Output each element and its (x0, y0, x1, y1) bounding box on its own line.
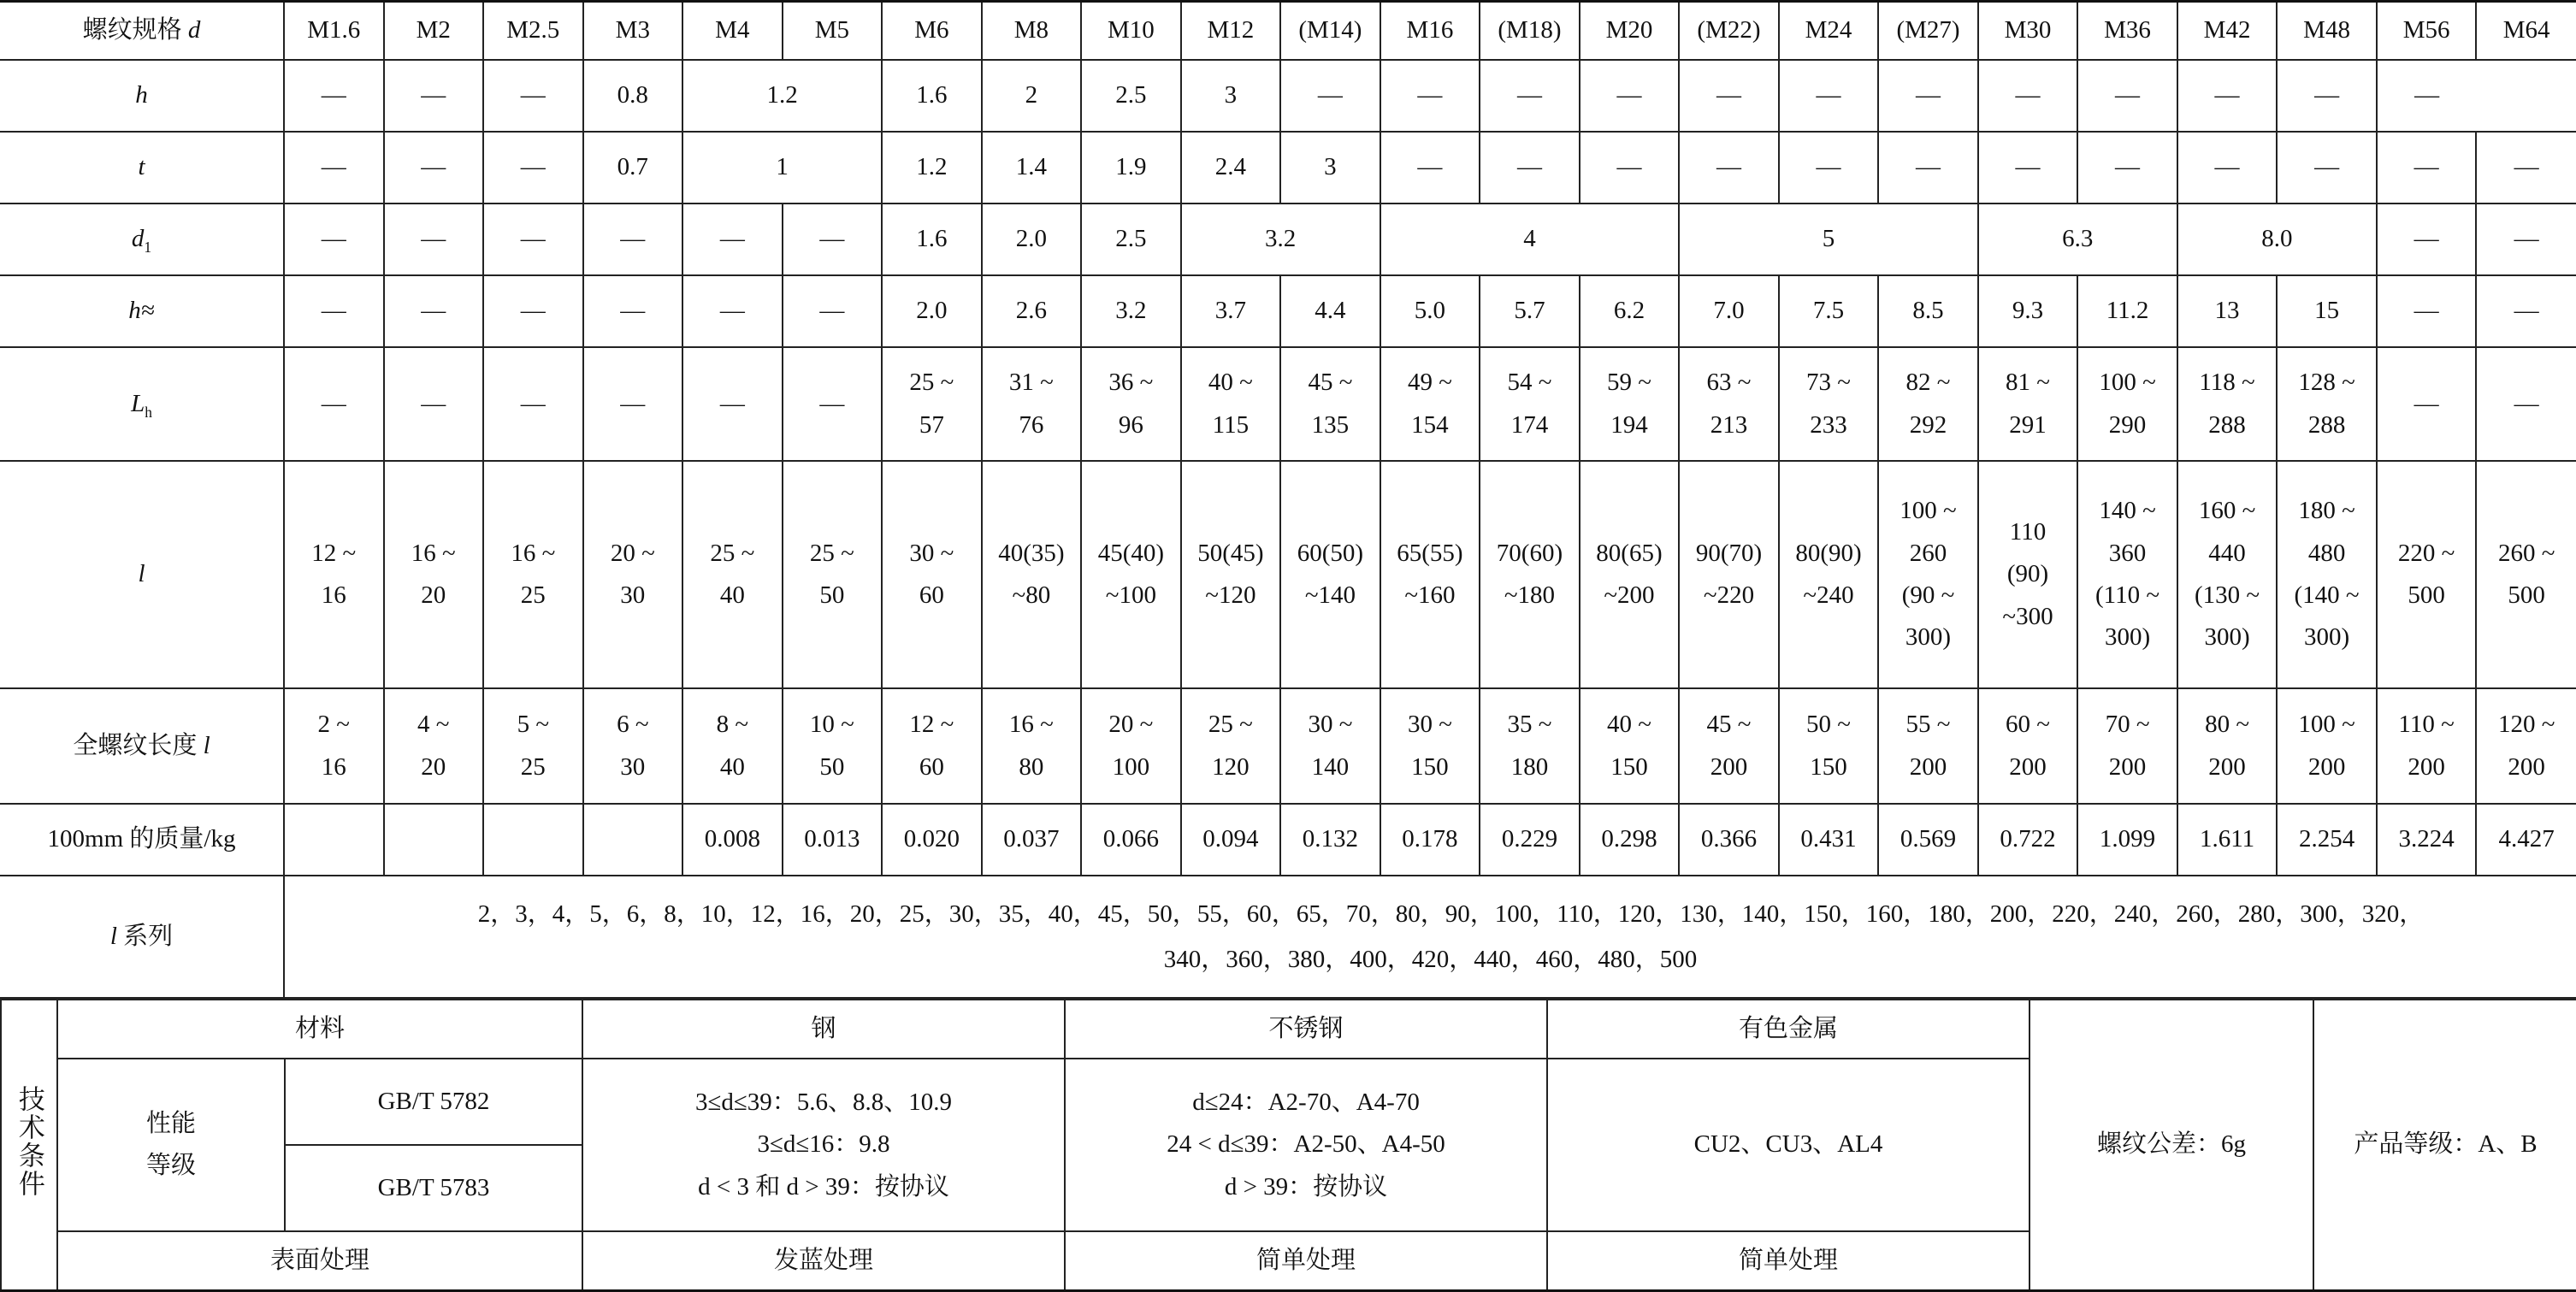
performance-label-line1: 性能 (145, 1109, 196, 1137)
technical-conditions-table (0, 999, 2576, 1292)
size-header-cell: M48 (2277, 2, 2377, 61)
l-series-line: 340，360，380，400，420，440，460，480，500 (1163, 945, 1698, 973)
value-cell: — (483, 60, 583, 132)
value-cell: 80 ~ 200 (2177, 688, 2278, 804)
value-cell: 13 (2177, 275, 2278, 347)
value-cell: 3.2 (1081, 275, 1181, 347)
value-cell: 220 ~ 500 (2377, 461, 2477, 688)
value-cell: 2.5 (1081, 60, 1181, 132)
value-cell: 100 ~ 290 (2077, 347, 2177, 461)
row-label-d1 (0, 204, 284, 275)
row-label-text: d (131, 225, 145, 253)
value-cell: 16 ~ 80 (982, 688, 1082, 804)
row-label-text: h≈ (128, 297, 155, 325)
value-cell: — (682, 204, 783, 275)
size-header-cell: M2 (384, 2, 484, 61)
value-cell: — (1480, 132, 1580, 204)
row-label-full_thread (0, 688, 284, 804)
value-cell: — (2077, 60, 2177, 132)
value-cell: 5 ~ 25 (483, 688, 583, 804)
steel-surface-treatment: 发蓝处理 (582, 1231, 1065, 1291)
l-series-text: 系列 (123, 922, 174, 950)
stainless-surface-treatment: 简单处理 (1065, 1231, 1547, 1291)
nonferrous-grades: CU2、CU3、AL4 (1547, 1059, 2029, 1231)
value-cell: 12 ~ 16 (284, 461, 384, 688)
value-cell: 45 ~ 135 (1280, 347, 1380, 461)
value-cell: 8.5 (1878, 275, 1978, 347)
value-cell: 2.5 (1081, 204, 1181, 275)
row-label-l (0, 461, 284, 688)
row-label-text: 全螺纹长度 (73, 731, 198, 759)
value-cell (483, 804, 583, 876)
value-cell: — (284, 204, 384, 275)
value-cell: 1.2 (882, 132, 982, 204)
value-cell: 2 ~ 16 (284, 688, 384, 804)
value-cell: — (583, 275, 683, 347)
value-cell: 30 ~ 140 (1280, 688, 1380, 804)
value-cell: — (1978, 60, 2078, 132)
size-header-cell: (M22) (1679, 2, 1779, 61)
surface-treatment-label: 表面处理 (57, 1231, 582, 1291)
standard-gbt5782: GB/T 5782 (285, 1059, 582, 1145)
value-cell: 49 ~ 154 (1380, 347, 1480, 461)
l-series-var: l (109, 922, 117, 950)
value-cell (583, 804, 683, 876)
value-cell: — (1878, 132, 1978, 204)
stainless-grade-line: d≤24：A2-70、A4-70 (1192, 1088, 1420, 1117)
value-cell: — (2377, 275, 2477, 347)
value-cell: — (2377, 60, 2477, 132)
value-cell: — (1580, 132, 1680, 204)
value-cell: — (1878, 60, 1978, 132)
value-cell: 6 ~ 30 (583, 688, 683, 804)
steel-label: 钢 (582, 1000, 1065, 1059)
row-label-text: h (135, 81, 148, 109)
value-cell: 16 ~ 25 (483, 461, 583, 688)
value-cell: — (1580, 60, 1680, 132)
value-cell: 1.2 (682, 60, 882, 132)
value-cell: — (1679, 132, 1779, 204)
value-cell: 45(40) ~100 (1081, 461, 1181, 688)
value-cell: — (1779, 60, 1879, 132)
value-cell: 82 ~ 292 (1878, 347, 1978, 461)
value-cell: — (583, 204, 683, 275)
value-cell: 3.2 (1181, 204, 1380, 275)
value-cell: 4 (1380, 204, 1680, 275)
size-header-cell: M30 (1978, 2, 2078, 61)
value-cell: 9.3 (1978, 275, 2078, 347)
standard-gbt5783: GB/T 5783 (285, 1145, 582, 1231)
value-cell: — (384, 60, 484, 132)
value-cell: 120 ~ 200 (2476, 688, 2576, 804)
size-header-cell: M12 (1181, 2, 1281, 61)
value-cell: 0.431 (1779, 804, 1879, 876)
value-cell: — (1480, 60, 1580, 132)
value-cell: 2.4 (1181, 132, 1281, 204)
steel-grade-line: 3≤d≤16：9.8 (757, 1130, 890, 1159)
value-cell: 160 ~ 440 (130 ~ 300) (2177, 461, 2278, 688)
value-cell: — (783, 347, 883, 461)
value-cell: 0.008 (682, 804, 783, 876)
size-label-var: d (187, 16, 201, 44)
value-cell: — (1779, 132, 1879, 204)
value-cell: 40 ~ 115 (1181, 347, 1281, 461)
row-label-mass (0, 804, 284, 876)
value-cell: 7.5 (1779, 275, 1879, 347)
stainless-grade-line: 24 < d≤39：A2-50、A4-50 (1167, 1130, 1445, 1159)
value-cell: — (284, 347, 384, 461)
value-cell: — (1380, 132, 1480, 204)
stainless-grades (1065, 1059, 1547, 1231)
value-cell: 25 ~ 40 (682, 461, 783, 688)
nonferrous-label: 有色金属 (1547, 1000, 2029, 1059)
value-cell (284, 804, 384, 876)
value-cell: — (1280, 60, 1380, 132)
value-cell: 0.298 (1580, 804, 1680, 876)
value-cell: — (483, 204, 583, 275)
value-cell: 80(65) ~200 (1580, 461, 1680, 688)
size-header-cell: (M14) (1280, 2, 1380, 61)
size-header-cell: (M18) (1480, 2, 1580, 61)
value-cell: 1.611 (2177, 804, 2278, 876)
value-cell: 0.569 (1878, 804, 1978, 876)
value-cell: 0.037 (982, 804, 1082, 876)
row-label-text: 100mm 的质量/kg (47, 825, 236, 853)
value-cell: 60 ~ 200 (1978, 688, 2078, 804)
size-header-cell: M10 (1081, 2, 1181, 61)
value-cell: 2.254 (2277, 804, 2377, 876)
row-label-text: l (138, 560, 145, 588)
value-cell: 25 ~ 50 (783, 461, 883, 688)
size-header-cell: M42 (2177, 2, 2278, 61)
value-cell: 59 ~ 194 (1580, 347, 1680, 461)
value-cell: — (284, 132, 384, 204)
value-cell: 1.9 (1081, 132, 1181, 204)
value-cell: — (2377, 132, 2477, 204)
value-cell: 73 ~ 233 (1779, 347, 1879, 461)
value-cell: — (483, 132, 583, 204)
stainless-label: 不锈钢 (1065, 1000, 1547, 1059)
value-cell: — (682, 275, 783, 347)
value-cell: 55 ~ 200 (1878, 688, 1978, 804)
value-cell: 0.8 (583, 60, 683, 132)
value-cell: 260 ~ 500 (2476, 461, 2576, 688)
size-header-cell: (M27) (1878, 2, 1978, 61)
value-cell: — (1978, 132, 2078, 204)
value-cell: 0.366 (1679, 804, 1779, 876)
thread-tolerance: 螺纹公差：6g (2029, 1000, 2313, 1291)
value-cell: 31 ~ 76 (982, 347, 1082, 461)
performance-grade-label (57, 1059, 285, 1231)
size-header-cell: M16 (1380, 2, 1480, 61)
size-header-cell: M5 (783, 2, 883, 61)
value-cell: 2.0 (882, 275, 982, 347)
technical-conditions-text: 技术条件 (14, 1085, 44, 1199)
value-cell: — (384, 132, 484, 204)
value-cell: 15 (2277, 275, 2377, 347)
value-cell: 90(70) ~220 (1679, 461, 1779, 688)
value-cell: 54 ~ 174 (1480, 347, 1580, 461)
steel-grade-line: d < 3 和 d > 39：按协议 (698, 1172, 949, 1201)
value-cell: 5.0 (1380, 275, 1480, 347)
value-cell: 3 (1280, 132, 1380, 204)
value-cell: — (783, 275, 883, 347)
value-cell: 50(45) ~120 (1181, 461, 1281, 688)
size-header-cell: M20 (1580, 2, 1680, 61)
value-cell: 20 ~ 30 (583, 461, 683, 688)
material-label: 材料 (57, 1000, 582, 1059)
value-cell: — (483, 275, 583, 347)
value-cell: 10 ~ 50 (783, 688, 883, 804)
value-cell: — (2476, 347, 2576, 461)
value-cell: 5.7 (1480, 275, 1580, 347)
value-cell: 0.722 (1978, 804, 2078, 876)
value-cell: 0.094 (1181, 804, 1281, 876)
value-cell: — (483, 347, 583, 461)
value-cell: 35 ~ 180 (1480, 688, 1580, 804)
value-cell: 4.4 (1280, 275, 1380, 347)
value-cell: 81 ~ 291 (1978, 347, 2078, 461)
size-header-cell: M1.6 (284, 2, 384, 61)
value-cell: 128 ~ 288 (2277, 347, 2377, 461)
value-cell: — (783, 204, 883, 275)
value-cell: 40 ~ 150 (1580, 688, 1680, 804)
value-cell: 0.132 (1280, 804, 1380, 876)
size-header-cell: M64 (2476, 2, 2576, 61)
value-cell: 1.4 (982, 132, 1082, 204)
value-cell: 1 (682, 132, 882, 204)
value-cell: — (2377, 204, 2477, 275)
value-cell: 0.066 (1081, 804, 1181, 876)
row-label-Lh (0, 347, 284, 461)
value-cell: 25 ~ 57 (882, 347, 982, 461)
value-cell: 40(35) ~80 (982, 461, 1082, 688)
value-cell: — (384, 347, 484, 461)
value-cell: 0.178 (1380, 804, 1480, 876)
value-cell: — (384, 275, 484, 347)
value-cell: — (2177, 60, 2278, 132)
value-cell: 100 ~ 260 (90 ~ 300) (1878, 461, 1978, 688)
value-cell: 60(50) ~140 (1280, 461, 1380, 688)
value-cell: — (2077, 132, 2177, 204)
value-cell: — (2476, 275, 2576, 347)
value-cell: — (284, 275, 384, 347)
value-cell: 7.0 (1679, 275, 1779, 347)
value-cell: — (2277, 132, 2377, 204)
steel-grade-line: 3≤d≤39：5.6、8.8、10.9 (694, 1088, 953, 1117)
value-cell: 100 ~ 200 (2277, 688, 2377, 804)
value-cell: 25 ~ 120 (1181, 688, 1281, 804)
size-header-cell: M2.5 (483, 2, 583, 61)
value-cell: 0.7 (583, 132, 683, 204)
value-cell: 2.0 (982, 204, 1082, 275)
value-cell: — (2476, 132, 2576, 204)
value-cell: 4.427 (2476, 804, 2576, 876)
value-cell: 20 ~ 100 (1081, 688, 1181, 804)
value-cell (384, 804, 484, 876)
value-cell: 1.6 (882, 204, 982, 275)
value-cell: 0.020 (882, 804, 982, 876)
value-cell: — (384, 204, 484, 275)
value-cell: — (2377, 347, 2477, 461)
size-label-text: 螺纹规格 (82, 16, 182, 44)
technical-conditions-label (1, 1000, 57, 1291)
value-cell: — (2177, 132, 2278, 204)
row-label-h_approx (0, 275, 284, 347)
size-header-cell: M36 (2077, 2, 2177, 61)
nonferrous-surface-treatment: 简单处理 (1547, 1231, 2029, 1291)
value-cell: 16 ~ 20 (384, 461, 484, 688)
value-cell: 1.6 (882, 60, 982, 132)
value-cell: 5 (1679, 204, 1978, 275)
value-cell: — (583, 347, 683, 461)
steel-grades (582, 1059, 1065, 1231)
value-cell: — (1679, 60, 1779, 132)
value-cell: 6.3 (1978, 204, 2177, 275)
value-cell: 118 ~ 288 (2177, 347, 2278, 461)
row-label-subscript: 1 (144, 239, 152, 257)
value-cell: 4 ~ 20 (384, 688, 484, 804)
l-series-line: 2，3，4，5，6，8，10，12，16，20，25，30，35，40，45，50，55，60，65，70，80，90，100，110，120，130，140，150，160，180，200，220，240，260，280，300，320， (477, 900, 2425, 929)
row-label-text: t (138, 153, 145, 181)
row-label-t (0, 132, 284, 204)
value-cell: 8.0 (2177, 204, 2377, 275)
size-label (0, 2, 284, 61)
size-header-cell: M8 (982, 2, 1082, 61)
row-label-subscript: h (145, 403, 152, 421)
value-cell: 80(90) ~240 (1779, 461, 1879, 688)
performance-label-line2: 等级 (145, 1152, 196, 1179)
value-cell: 2 (982, 60, 1082, 132)
value-cell: — (1380, 60, 1480, 132)
row-label-text: L (131, 389, 145, 417)
value-cell: 70 ~ 200 (2077, 688, 2177, 804)
value-cell: 6.2 (1580, 275, 1680, 347)
value-cell: — (284, 60, 384, 132)
value-cell: 30 ~ 60 (882, 461, 982, 688)
size-header-cell: M56 (2377, 2, 2477, 61)
value-cell: 3.224 (2377, 804, 2477, 876)
value-cell: 45 ~ 200 (1679, 688, 1779, 804)
value-cell: 3 (1181, 60, 1281, 132)
size-header-cell: M6 (882, 2, 982, 61)
value-cell: 11.2 (2077, 275, 2177, 347)
size-header-cell: M3 (583, 2, 683, 61)
value-cell: 0.229 (1480, 804, 1580, 876)
value-cell: 110 (90) ~300 (1978, 461, 2078, 688)
row-label-l-series (0, 876, 284, 998)
value-cell: 36 ~ 96 (1081, 347, 1181, 461)
value-cell: 140 ~ 360 (110 ~ 300) (2077, 461, 2177, 688)
size-header-cell: M4 (682, 2, 783, 61)
value-cell: 1.099 (2077, 804, 2177, 876)
value-cell: 12 ~ 60 (882, 688, 982, 804)
value-cell: — (2476, 204, 2576, 275)
row-label-h (0, 60, 284, 132)
value-cell: 3.7 (1181, 275, 1281, 347)
value-cell: 70(60) ~180 (1480, 461, 1580, 688)
value-cell: 50 ~ 150 (1779, 688, 1879, 804)
value-cell: 8 ~ 40 (682, 688, 783, 804)
value-cell: 30 ~ 150 (1380, 688, 1480, 804)
l-series-values (284, 876, 2576, 998)
row-label-var: l (203, 731, 210, 759)
value-cell: 180 ~ 480 (140 ~ 300) (2277, 461, 2377, 688)
value-cell: 0.013 (783, 804, 883, 876)
value-cell: 2.6 (982, 275, 1082, 347)
value-cell: 63 ~ 213 (1679, 347, 1779, 461)
stainless-grade-line: d > 39：按协议 (1224, 1172, 1388, 1201)
product-grade: 产品等级：A、B (2313, 1000, 2576, 1291)
value-cell: 110 ~ 200 (2377, 688, 2477, 804)
value-cell: — (682, 347, 783, 461)
size-header-cell: M24 (1779, 2, 1879, 61)
value-cell: — (2277, 60, 2377, 132)
value-cell: 65(55) ~160 (1380, 461, 1480, 688)
